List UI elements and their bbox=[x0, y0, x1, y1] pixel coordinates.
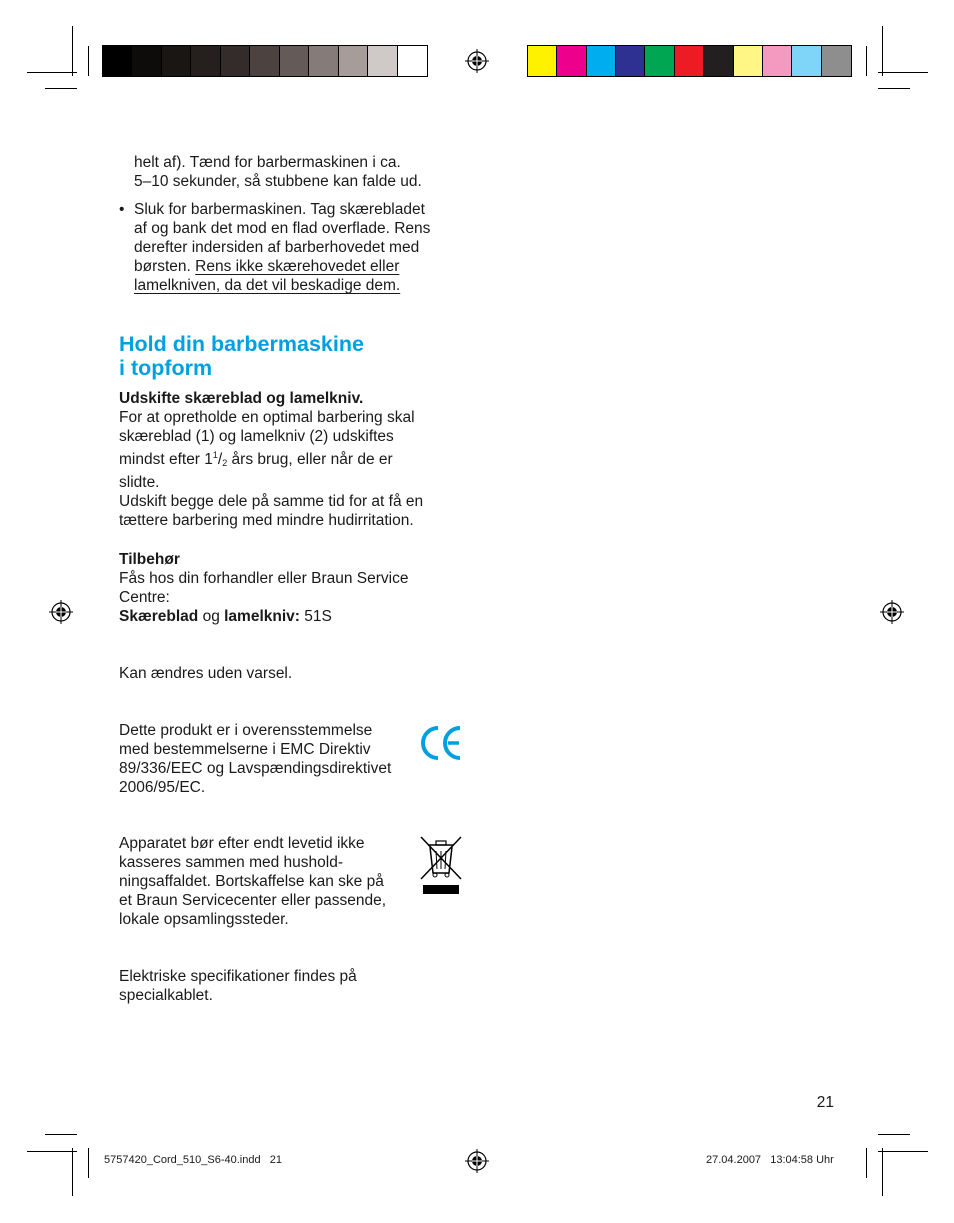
text-line: Sluk for barbermaskinen. Tag skærebladet bbox=[134, 201, 425, 218]
color-swatch bbox=[675, 46, 704, 76]
text-line: ningsaffaldet. Bortskaffelse kan ske på bbox=[119, 873, 384, 890]
crop-mark bbox=[72, 26, 73, 76]
text-line: 89/336/EEC og Lavspændingsdirektivet bbox=[119, 760, 392, 777]
crop-mark bbox=[882, 1148, 883, 1196]
text-line: specialkablet. bbox=[119, 987, 213, 1004]
crop-mark bbox=[88, 46, 89, 76]
color-swatch bbox=[132, 46, 161, 76]
accessories-section bbox=[119, 550, 479, 626]
text-line: 2006/95/EC. bbox=[119, 779, 206, 796]
registration-mark-icon bbox=[49, 600, 73, 624]
color-swatch bbox=[587, 46, 616, 76]
crop-mark bbox=[88, 1148, 89, 1178]
color-swatch bbox=[763, 46, 792, 76]
text-line: Fås hos din forhandler eller Braun Service bbox=[119, 570, 409, 587]
continued-paragraph bbox=[134, 153, 474, 191]
color-swatch bbox=[822, 46, 851, 76]
crop-mark bbox=[866, 46, 867, 76]
text-line: et Braun Servicecenter eller passende, bbox=[119, 892, 387, 909]
registration-mark-icon bbox=[465, 49, 489, 73]
color-swatch bbox=[309, 46, 338, 76]
text-line: mindst efter $1^1/_2$ års brug, eller når de er bbox=[119, 450, 393, 468]
subsection-title: Tilbehør bbox=[119, 551, 180, 568]
text-line: Apparatet bør efter endt levetid ikke bbox=[119, 835, 365, 852]
color-swatch bbox=[616, 46, 645, 76]
color-swatch bbox=[792, 46, 821, 76]
text-line: Dette produkt er i overensstemmelse bbox=[119, 722, 373, 739]
text-line: skæreblad (1) og lamelkniv (2) udskiftes bbox=[119, 428, 394, 445]
ce-mark-icon bbox=[418, 724, 464, 762]
warning-text: Rens ikke skærehovedet eller bbox=[195, 258, 400, 275]
registration-mark-icon bbox=[465, 1149, 489, 1173]
text-line: 5–10 sekunder, så stubbene kan falde ud. bbox=[134, 173, 422, 190]
crop-mark bbox=[72, 1148, 73, 1196]
part-number-line: Skæreblad og lamelkniv: 51S bbox=[119, 608, 332, 625]
bullet-item bbox=[119, 200, 479, 295]
color-swatch bbox=[368, 46, 397, 76]
crop-mark bbox=[27, 72, 77, 73]
heading-line: Hold din barbermaskine bbox=[119, 332, 364, 356]
color-swatch bbox=[221, 46, 250, 76]
footer-filename: 5757420_Cord_510_S6-40.indd 21 bbox=[104, 1154, 282, 1166]
color-swatch bbox=[103, 46, 132, 76]
crop-mark bbox=[45, 1134, 77, 1135]
crop-mark bbox=[878, 1151, 928, 1152]
color-swatch bbox=[734, 46, 763, 76]
text-line: af og bank det mod en flad overflade. Rens bbox=[134, 220, 431, 237]
bullet-marker: • bbox=[119, 201, 125, 218]
replace-parts-section bbox=[119, 389, 479, 530]
text-line: lokale opsamlingssteder. bbox=[119, 911, 289, 928]
crossed-out-bin-icon bbox=[419, 835, 463, 895]
color-swatch bbox=[162, 46, 191, 76]
color-swatch bbox=[191, 46, 220, 76]
color-swatch bbox=[704, 46, 733, 76]
text-line: slidte. bbox=[119, 474, 160, 491]
grayscale-color-bar bbox=[102, 45, 428, 77]
text-line: Elektriske specifikationer findes på bbox=[119, 968, 357, 985]
crop-mark bbox=[878, 1134, 910, 1135]
color-swatch bbox=[557, 46, 586, 76]
color-swatch bbox=[645, 46, 674, 76]
text-line: Centre: bbox=[119, 589, 170, 606]
warning-text: lamelkniven, da det vil beskadige dem. bbox=[134, 277, 401, 294]
weee-disposal-text bbox=[119, 834, 419, 929]
color-swatch bbox=[528, 46, 557, 76]
subsection-title: Udskifte skæreblad og lamelkniv. bbox=[119, 390, 364, 407]
text-line: tættere barbering med mindre hudirritation. bbox=[119, 512, 414, 529]
ce-conformity-text bbox=[119, 721, 429, 797]
color-swatch bbox=[339, 46, 368, 76]
color-swatch bbox=[398, 46, 427, 76]
text-line: derefter indersiden af barberhovedet med bbox=[134, 239, 420, 256]
text-line: kasseres sammen med hushold- bbox=[119, 854, 343, 871]
section-heading bbox=[119, 332, 459, 380]
electrical-spec-text bbox=[119, 967, 459, 1005]
text-line: helt af). Tænd for barbermaskinen i ca. bbox=[134, 154, 401, 171]
crop-mark bbox=[882, 26, 883, 76]
crop-mark bbox=[27, 1151, 77, 1152]
crop-mark bbox=[45, 88, 77, 89]
crop-mark bbox=[878, 88, 910, 89]
change-notice: Kan ændres uden varsel. bbox=[119, 665, 293, 682]
process-color-bar bbox=[527, 45, 852, 77]
page-number: 21 bbox=[816, 1094, 834, 1111]
text-line: med bestemmelserne i EMC Direktiv bbox=[119, 741, 371, 758]
text-line: børsten. bbox=[134, 258, 196, 275]
color-swatch bbox=[250, 46, 279, 76]
footer-timestamp: 27.04.2007 13:04:58 Uhr bbox=[706, 1154, 834, 1166]
text-line: Udskift begge dele på samme tid for at få en bbox=[119, 493, 424, 510]
crop-mark bbox=[866, 1148, 867, 1178]
crop-mark bbox=[878, 72, 928, 73]
heading-line: i topform bbox=[119, 356, 213, 380]
text-line: For at opretholde en optimal barbering skal bbox=[119, 409, 415, 426]
registration-mark-icon bbox=[880, 600, 904, 624]
color-swatch bbox=[280, 46, 309, 76]
